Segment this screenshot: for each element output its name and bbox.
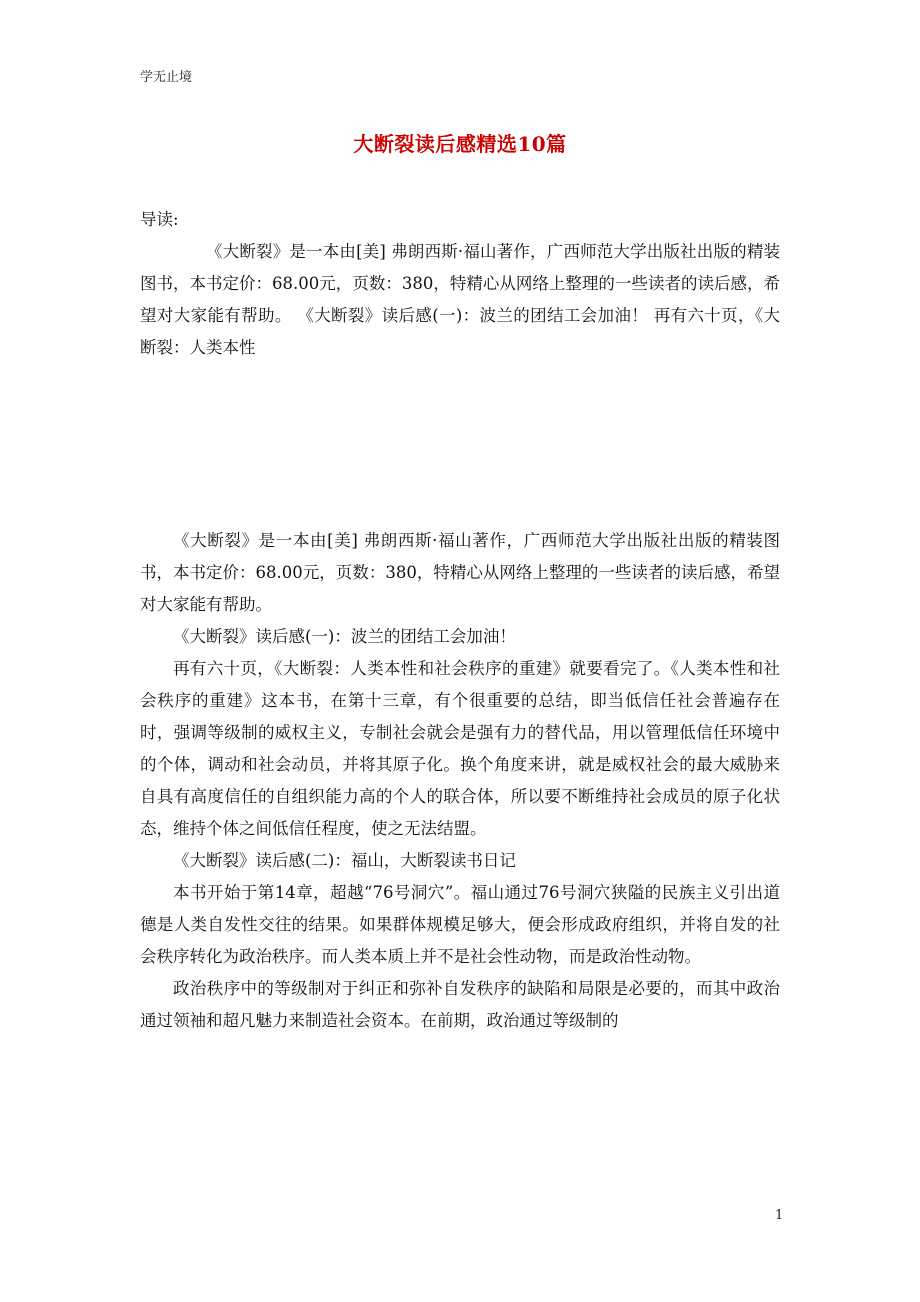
body-paragraph: 本书开始于第14章，超越“76号洞穴”。福山通过76号洞穴狭隘的民族主义引出道德是人类自发性交往的结果。如果群体规模足够大，便会形成政府组织，并将自发的社会秩序转化为政治秩序。而人类本质上并不是社会性动物，而是政治性动物。	[140, 883, 780, 966]
body-paragraph: 《大断裂》是一本由[美] 弗朗西斯·福山著作，广西师范大学出版社出版的精装图书，本书定价：68.00元，页数：380，特精心从网络上整理的一些读者的读后感，希望对大家能有帮助。	[140, 531, 780, 614]
body-paragraph: 再有六十页，《大断裂：人类本性和社会秩序的重建》就要看完了。《人类本性和社会秩序的重建》这本书，在第十三章，有个很重要的总结，即当低信任社会普遍存在时，强调等级制的威权主义，专制社会就会是强有力的替代品，用以管理低信任环境中的个体，调动和社会动员，并将其原子化。换个角度来讲，就是威权社会的最大威胁来自具有高度信任的自组织能力高的个人的联合体，所以要不断维持社会成员的原子化状态，维持个体之间低信任程度，使之无法结盟。	[140, 659, 780, 838]
lead-paragraph: 《大断裂》是一本由[美] 弗朗西斯·福山著作，广西师范大学出版社出版的精装图书，本书定价：68.00元，页数：380，特精心从网络上整理的一些读者的读后感，希望对大家能有帮助。 《大断裂》读后感(一)：波兰的团结工会加油！ 再有六十页，《大断裂：人类本性	[140, 242, 780, 357]
page-number: 1	[775, 1208, 784, 1223]
review-heading-1: 《大断裂》读后感(一)：波兰的团结工会加油！	[173, 627, 516, 646]
lead-section	[140, 204, 780, 364]
body-paragraph: 政治秩序中的等级制对于纠正和弥补自发秩序的缺陷和局限是必要的，而其中政治通过领袖和超凡魅力来制造社会资本。在前期，政治通过等级制的	[140, 979, 780, 1030]
page-header: 学无止境	[140, 70, 193, 85]
main-body	[140, 525, 780, 1037]
lead-label: 导读:	[140, 210, 179, 229]
review-heading-2: 《大断裂》读后感(二)：福山，大断裂读书日记	[173, 851, 516, 870]
document-title: 大断裂读后感精选10篇	[353, 132, 567, 156]
